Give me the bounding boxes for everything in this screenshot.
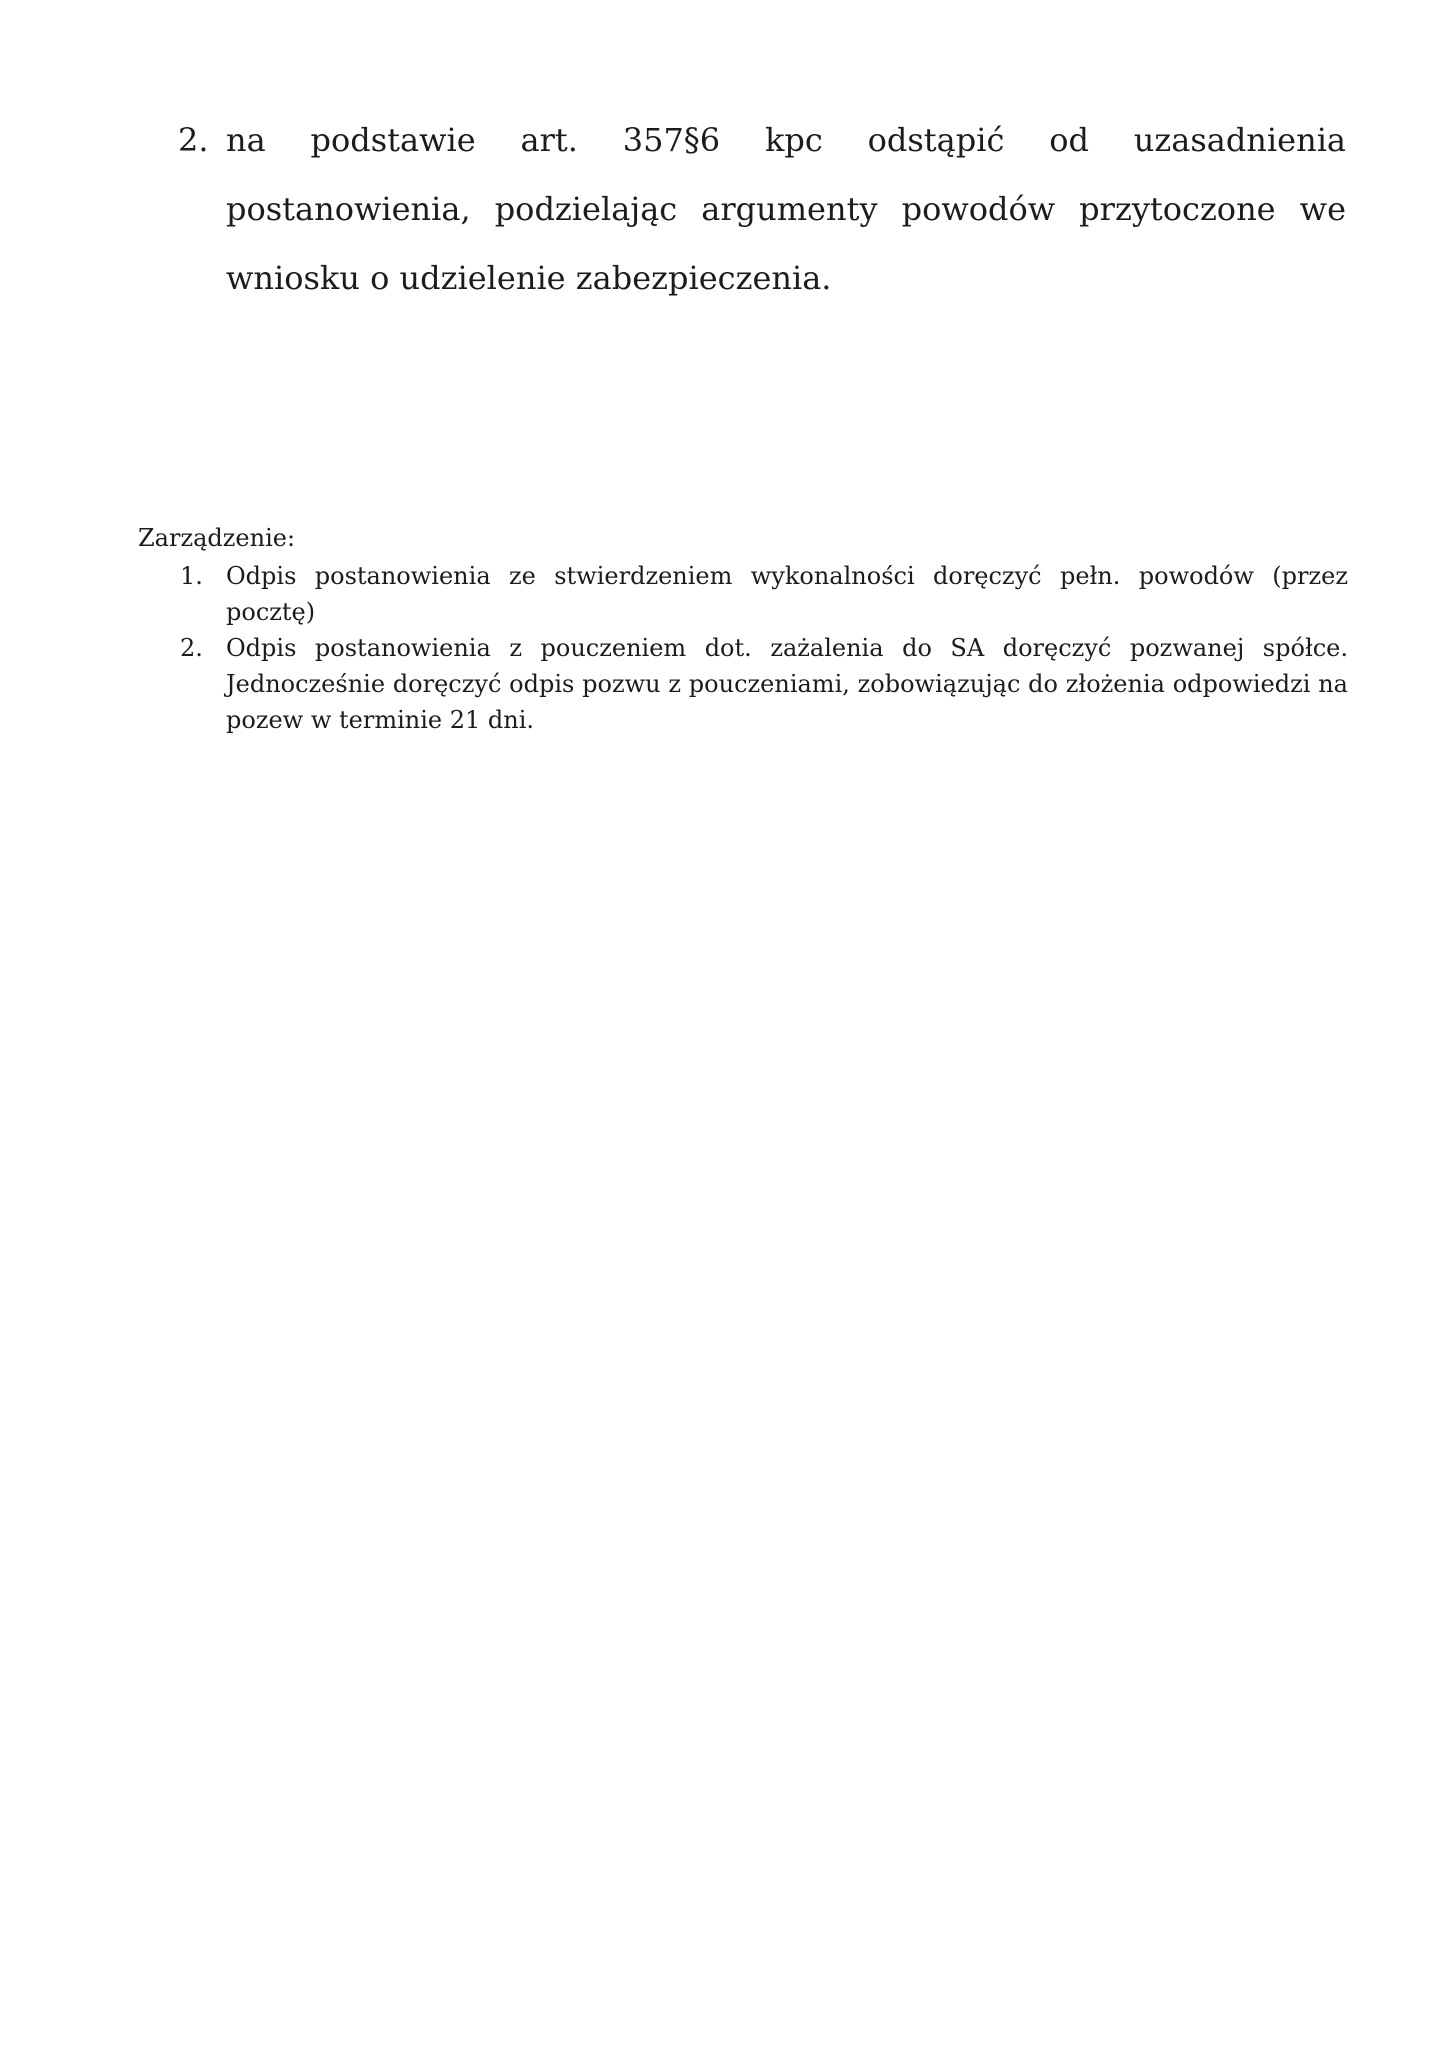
order-item-number: 1. <box>180 562 203 590</box>
ruling-item-number: 2. <box>178 121 209 159</box>
order-item-text: Odpis postanowienia ze stwierdzeniem wykonalności doręczyć pełn. powodów (przez pocztę) <box>226 562 1348 626</box>
order-item-2 <box>138 630 1348 738</box>
order-item-1 <box>138 558 1348 630</box>
order-item-number: 2. <box>180 634 203 662</box>
order-heading: Zarządzenie: <box>138 524 296 552</box>
order-item-text: Odpis postanowienia z pouczeniem dot. zażalenia do SA doręczyć pozwanej spółce. Jednocześnie doręczyć odpis pozwu z pouczeniami, zobowiązując do złożenia odpowiedzi na pozew w terminie 21 dni. <box>226 634 1348 734</box>
order-section <box>138 520 1348 738</box>
ruling-item-text: na podstawie art. 357§6 kpc odstąpić od uzasadnienia postanowienia, podzielając argumenty powodów przytoczone we wniosku o udzielenie zabezpieczenia. <box>226 121 1346 297</box>
order-list <box>138 558 1348 738</box>
ruling-item-2 <box>178 106 1346 313</box>
